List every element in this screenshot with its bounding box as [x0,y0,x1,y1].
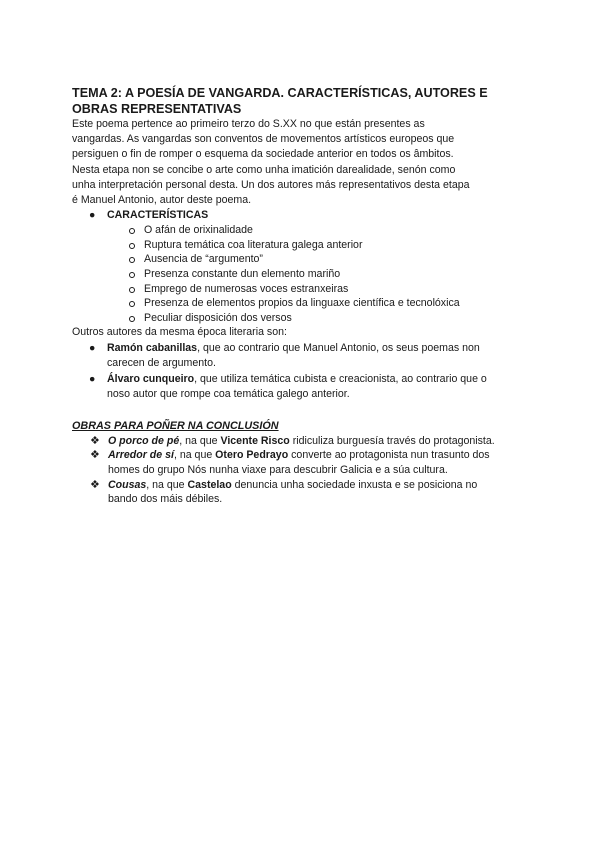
list-item [72,341,532,371]
list-item [72,372,532,402]
bullet-icon: ● [89,341,96,354]
authors-list [72,341,532,402]
list-item [72,282,532,297]
diamond-bullet-icon: ❖ [90,449,100,462]
diamond-bullet-icon: ❖ [90,478,100,491]
characteristic-text: Ruptura temática coa literatura galega anterior [144,238,363,251]
work-author: Otero Pedrayo [215,449,289,462]
work-author: Vicente Risco [220,434,290,447]
list-item [72,478,532,507]
circle-bullet-icon [129,228,135,234]
work-connector: , na que [179,434,221,447]
page-title: TEMA 2: A POESÍA DE VANGARDA. CARACTERÍSTICAS, AUTORES E OBRAS REPRESENTATIVAS [72,86,488,116]
author-description-cont: carecen de argumento. [107,356,216,369]
diamond-bullet-icon: ❖ [90,434,100,447]
work-description-cont: homes do grupo Nós nunha viaxe para descubrir Galicia e a súa cultura. [108,463,448,476]
circle-bullet-icon [129,257,135,263]
characteristics-list [72,223,532,325]
list-item [72,223,532,238]
characteristic-text: Emprego de numerosas voces estranxeiras [144,282,349,295]
list-item [72,267,532,282]
circle-bullet-icon [129,243,135,249]
spacer [72,402,532,419]
author-name: Ramón cabanillas [107,341,198,354]
author-description: , que utiliza temática cubista e creacionista, ao contrario que o [194,372,487,385]
work-author: Castelao [187,478,232,491]
intro-line: unha interpretación personal desta. Un dos autores más representativos desta etapa [72,178,470,191]
circle-bullet-icon [129,301,135,307]
work-title: O porco de pé [108,434,180,447]
authors-intro: Outros autores da mesma época literaria son: [72,326,287,339]
work-connector: , na que [146,478,188,491]
characteristics-heading-item [72,208,532,223]
list-item [72,296,532,311]
works-list [72,434,532,508]
work-title: Cousas [108,478,147,491]
characteristic-text: Presenza constante dun elemento mariño [144,268,341,280]
work-title: Arredor de sí [108,449,174,462]
works-heading: OBRAS PARA POÑER NA CONCLUSIÓN [72,419,279,432]
characteristic-text: O afán de orixinalidade [144,224,253,237]
circle-bullet-icon [129,272,135,278]
author-description-cont: noso autor que rompe coa temática galego anterior. [107,387,350,400]
list-item [72,311,532,326]
author-name: Álvaro cunqueiro [107,372,195,385]
list-item [72,448,532,477]
work-description: converte ao protagonista nun trasunto dos [288,449,490,462]
list-item [72,238,532,253]
characteristics-heading: CARACTERÍSTICAS [107,209,209,222]
work-description: denuncia unha sociedade inxusta e se posiciona no [231,478,478,491]
bullet-icon: ● [89,372,96,385]
circle-bullet-icon [129,316,135,322]
list-item [72,434,532,449]
intro-line: vangardas. As vangardas son conventos de movementos artísticos europeos que [72,133,455,146]
intro-line: persiguen o fin de romper o esquema da sociedade anterior en todos os âmbitos. [72,148,454,161]
intro-line: é Manuel Antonio, autor deste poema. [72,194,252,207]
intro-line: Este poema pertence ao primeiro terzo do S.XX no que están presentes as [72,118,425,130]
characteristics-section [72,208,532,223]
work-connector: , na que [173,449,216,462]
circle-bullet-icon [129,287,135,293]
characteristic-text: Peculiar disposición dos versos [144,311,292,324]
characteristic-text: Ausencia de “argumento” [144,253,263,266]
bullet-icon: ● [89,209,96,222]
document-content [72,86,532,507]
characteristic-text: Presenza de elementos propios da linguaxe científica e tecnolóxica [144,297,460,310]
list-item [72,252,532,267]
work-description: ridiculiza burguesía través do protagonista. [289,434,495,447]
intro-paragraph [72,117,532,208]
intro-line: Nesta etapa non se concibe o arte como unha imatición darealidade, senón como [72,163,456,176]
work-description-cont: bando dos máis débiles. [108,493,223,506]
author-description: , que ao contrario que Manuel Antonio, os seus poemas non [197,341,480,354]
